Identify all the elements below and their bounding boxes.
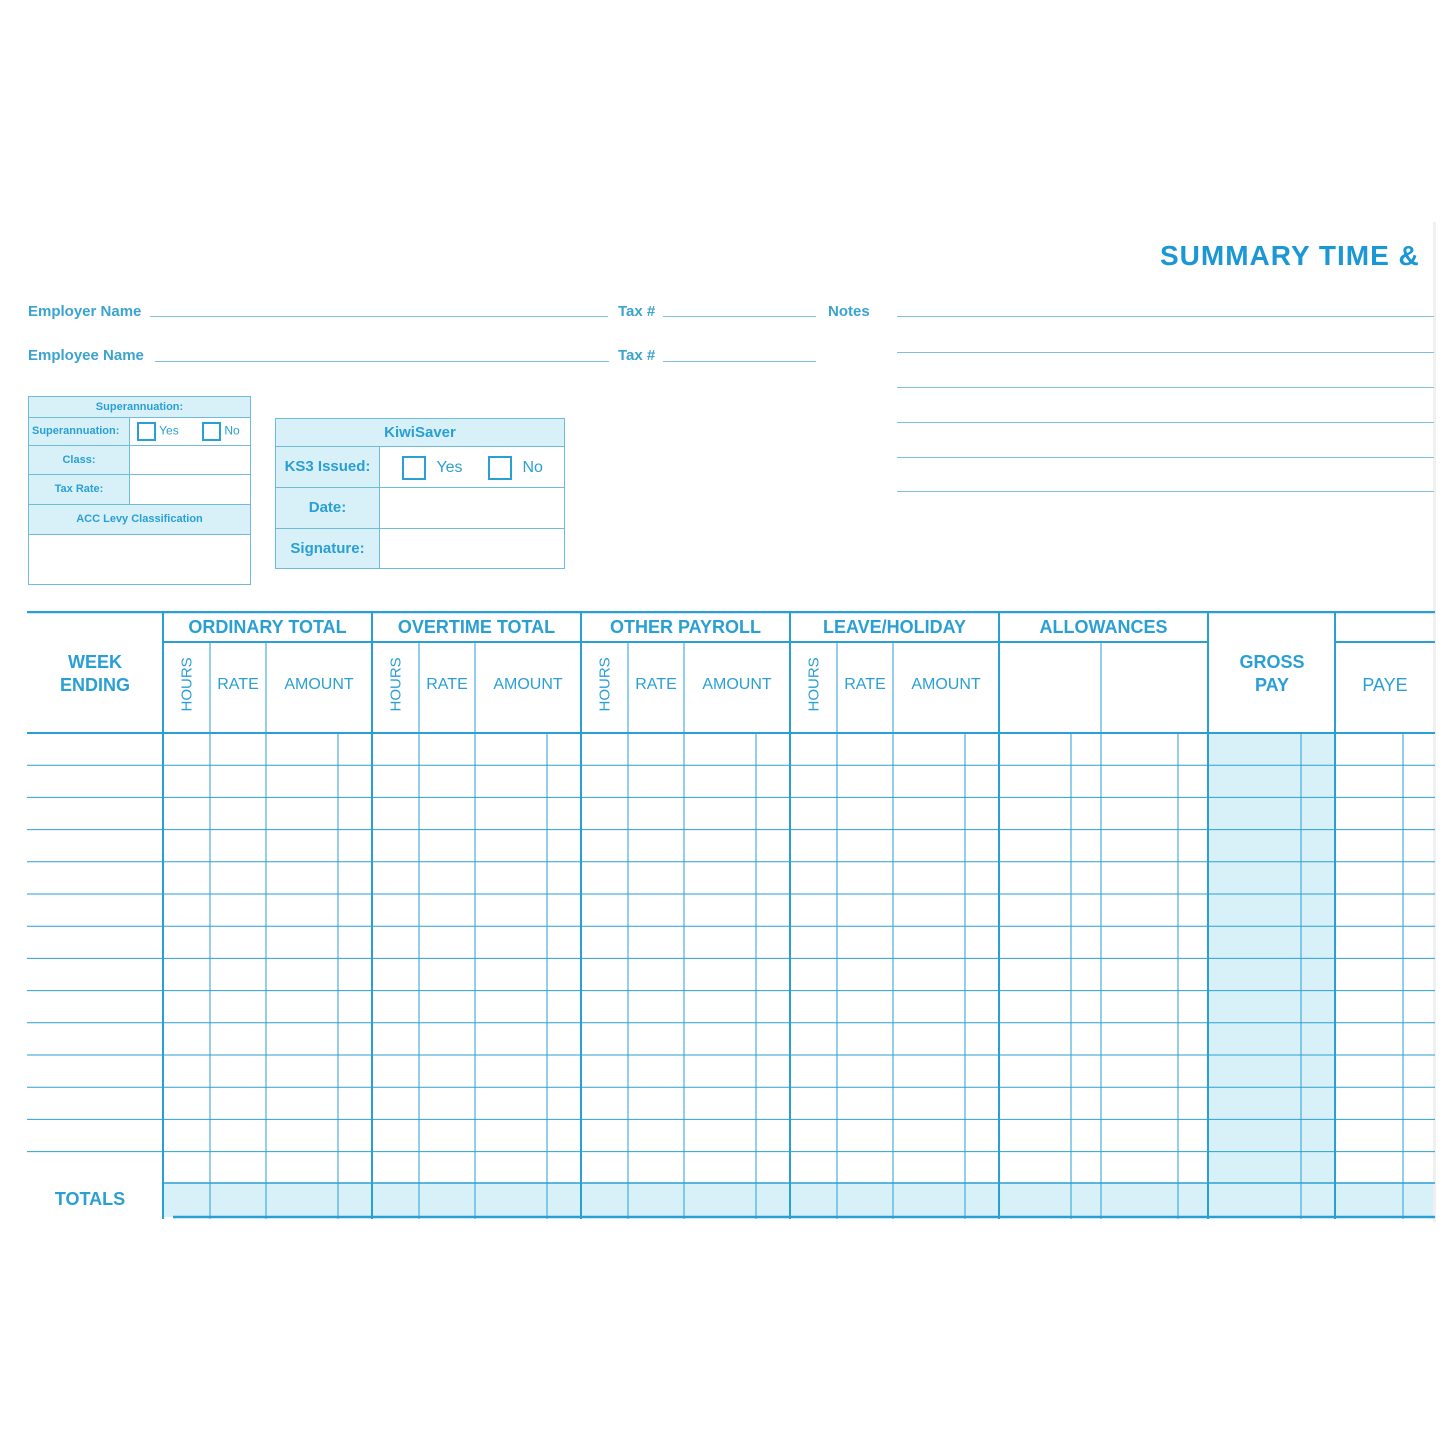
- tax-rate-label: Tax Rate:: [54, 483, 104, 495]
- notes-input[interactable]: [899, 296, 1433, 492]
- class-label: Class:: [62, 454, 96, 466]
- employee-name-label: Employee Name: [28, 347, 144, 364]
- form-title: SUMMARY TIME &: [1160, 240, 1420, 271]
- rate-header-overtime: RATE: [426, 676, 468, 693]
- hours-header-leave-holiday: HOURS: [805, 657, 823, 712]
- class-row: [29, 446, 250, 475]
- hours-header-other-payroll: HOURS: [596, 657, 614, 712]
- employee-name-input[interactable]: [157, 341, 611, 363]
- acc-levy-input[interactable]: [32, 539, 248, 581]
- superannuation-no-label: No: [224, 423, 240, 438]
- superannuation-heading-row: [29, 397, 250, 418]
- gross-pay-line-1: GROSS: [1239, 652, 1305, 672]
- superannuation-no-checkbox[interactable]: [202, 422, 221, 441]
- tax-employer-input[interactable]: [665, 296, 818, 318]
- superannuation-yes-label: Yes: [159, 423, 179, 438]
- group-header-overtime: OVERTIME TOTAL: [397, 617, 556, 637]
- week-ending-header: [27, 651, 163, 697]
- superannuation-yesno-row: [29, 418, 250, 446]
- amount-header-ordinary: AMOUNT: [284, 676, 354, 693]
- summary-table-lines: [27, 611, 1435, 1219]
- superannuation-yes-option: [137, 422, 179, 441]
- signature-input[interactable]: [384, 535, 558, 563]
- ks3-no-label: No: [522, 459, 543, 477]
- tax-employee-input[interactable]: [665, 341, 818, 363]
- rate-header-other-payroll: RATE: [635, 676, 677, 693]
- date-row: [276, 488, 564, 529]
- notes-label: Notes: [828, 303, 870, 320]
- amount-header-overtime: AMOUNT: [493, 676, 563, 693]
- totals-label: TOTALS: [54, 1189, 126, 1209]
- hours-header-overtime: HOURS: [387, 657, 405, 712]
- tax-rate-row: [29, 475, 250, 505]
- employer-name-input[interactable]: [152, 296, 610, 318]
- signature-row: [276, 529, 564, 568]
- summary-table: [27, 611, 1435, 1219]
- tax-label-employer: Tax #: [618, 303, 656, 320]
- amount-header-leave-holiday: AMOUNT: [911, 676, 981, 693]
- superannuation-heading: Superannuation:: [95, 401, 184, 413]
- ks3-no-checkbox[interactable]: [488, 456, 512, 480]
- ks3-yes-label: Yes: [436, 459, 463, 477]
- signature-label: Signature:: [290, 540, 365, 557]
- employer-name-label: Employer Name: [28, 303, 142, 320]
- ks3-row: [276, 447, 564, 488]
- kiwisaver-heading: KiwiSaver: [384, 424, 456, 441]
- group-header-allowances: ALLOWANCES: [1039, 617, 1168, 637]
- class-label-cell: [29, 446, 130, 474]
- tax-rate-label-cell: [29, 475, 130, 504]
- ks3-yes-option: [402, 456, 463, 480]
- gross-pay-shade: [1209, 733, 1334, 1217]
- week-ending-line-1: WEEK: [68, 652, 122, 672]
- acc-levy-label: ACC Levy Classification: [76, 513, 203, 525]
- superannuation-row-label-cell: [29, 418, 130, 445]
- ks3-label: KS3 Issued:: [284, 458, 371, 475]
- rate-header-leave-holiday: RATE: [844, 676, 886, 693]
- gross-pay-header: [1209, 651, 1335, 697]
- group-header-leave-holiday: LEAVE/HOLIDAY: [822, 617, 967, 637]
- paye-header: PAYE: [1362, 675, 1408, 695]
- ks3-yes-checkbox[interactable]: [402, 456, 426, 480]
- superannuation-box: [28, 396, 251, 585]
- superannuation-row-label: Superannuation:: [32, 425, 120, 437]
- gross-pay-line-2: PAY: [1254, 675, 1290, 695]
- kiwisaver-box: [275, 418, 565, 569]
- rate-header-ordinary: RATE: [217, 676, 259, 693]
- group-header-other-payroll: OTHER PAYROLL: [609, 617, 761, 637]
- superannuation-no-option: [202, 422, 240, 441]
- hours-header-ordinary: HOURS: [178, 657, 196, 712]
- date-input[interactable]: [384, 494, 558, 522]
- date-label: Date:: [308, 499, 347, 516]
- ks3-no-option: [488, 456, 543, 480]
- tax-rate-input[interactable]: [132, 477, 248, 502]
- week-ending-line-2: ENDING: [59, 675, 130, 695]
- tax-label-employee: Tax #: [618, 347, 656, 364]
- class-input[interactable]: [132, 448, 248, 472]
- totals-row-shade: [163, 1183, 1433, 1217]
- group-header-ordinary: ORDINARY TOTAL: [188, 617, 347, 637]
- amount-header-other-payroll: AMOUNT: [702, 676, 772, 693]
- acc-levy-row: [29, 505, 250, 535]
- kiwisaver-heading-row: [276, 419, 564, 447]
- superannuation-yes-checkbox[interactable]: [137, 422, 156, 441]
